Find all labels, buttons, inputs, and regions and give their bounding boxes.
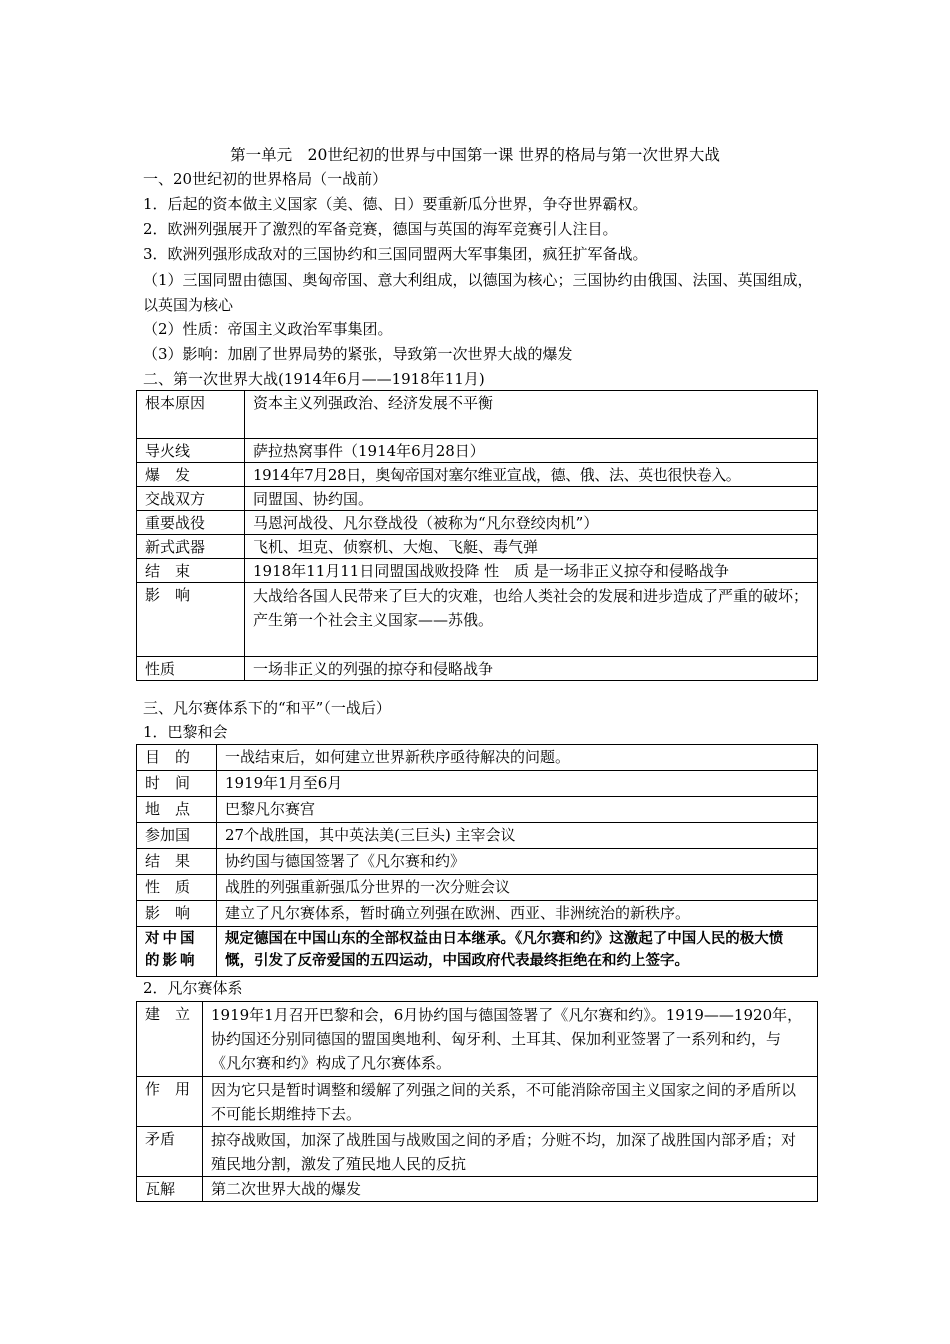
row-key: 目 的 — [137, 745, 217, 771]
row-key: 瓦解 — [137, 1177, 203, 1202]
table-row — [137, 391, 818, 439]
table-row — [137, 1127, 818, 1177]
table-row — [137, 1002, 818, 1077]
paragraph: （3）影响：加剧了世界局势的紧张，导致第一次世界大战的爆发 — [143, 345, 573, 363]
row-value: 掠夺战败国，加深了战胜国与战败国之间的矛盾；分赃不均，加深了战胜国内部矛盾；对殖民地分割，激发了殖民地人民的反抗 — [203, 1127, 818, 1177]
paragraph: （1）三国同盟由德国、奥匈帝国、意大利组成，以德国为核心；三国协约由俄国、法国、英国组成，以英国为核心 — [143, 271, 813, 314]
paris-conference-table — [136, 744, 818, 977]
subsection-heading: 2．凡尔赛体系 — [143, 979, 243, 997]
row-key: 重要战役 — [137, 511, 245, 535]
section2-heading: 二、第一次世界大战(1914年6月——1918年11月) — [143, 370, 485, 388]
row-key: 新式武器 — [137, 535, 245, 559]
row-key: 性质 — [137, 657, 245, 681]
row-key: 根本原因 — [137, 391, 245, 439]
row-key: 结 果 — [137, 849, 217, 875]
row-value: 第二次世界大战的爆发 — [203, 1177, 818, 1202]
row-key: 导火线 — [137, 439, 245, 463]
row-value: 因为它只是暂时调整和缓解了列强之间的关系，不可能消除帝国主义国家之间的矛盾所以不可能长期维持下去。 — [203, 1077, 818, 1127]
table-row — [137, 927, 818, 977]
row-value: 一场非正义的列强的掠夺和侵略战争 — [245, 657, 818, 681]
table-row — [137, 487, 818, 511]
row-value: 一战结束后，如何建立世界新秩序亟待解决的问题。 — [217, 745, 818, 771]
row-key: 矛盾 — [137, 1127, 203, 1177]
row-key: 地 点 — [137, 797, 217, 823]
row-key: 影 响 — [137, 901, 217, 927]
subsection-heading: 1．巴黎和会 — [143, 723, 228, 741]
section3-heading: 三、凡尔赛体系下的“和平”（一战后） — [143, 699, 391, 717]
table-row — [137, 875, 818, 901]
row-key: 时 间 — [137, 771, 217, 797]
paragraph: 1．后起的资本做主义国家（美、德、日）要重新瓜分世界，争夺世界霸权。 — [143, 195, 648, 213]
row-value: 1918年11月11日同盟国战败投降 性 质 是一场非正义掠夺和侵略战争 — [245, 559, 818, 583]
paragraph: 3．欧洲列强形成敌对的三国协约和三国同盟两大军事集团，疯狂扩军备战。 — [143, 245, 648, 263]
row-value: 27个战胜国，其中英法美(三巨头) 主宰会议 — [217, 823, 818, 849]
row-key: 爆 发 — [137, 463, 245, 487]
row-value: 战胜的列强重新强瓜分世界的一次分赃会议 — [217, 875, 818, 901]
row-value: 1919年1月召开巴黎和会，6月协约国与德国签署了《凡尔赛和约》。1919——1920年，协约国还分别同德国的盟国奥地利、匈牙利、土耳其、保加利亚签署了一系列和约，与《凡尔赛和约》构成了凡尔赛体系。 — [203, 1002, 818, 1077]
row-value: 马恩河战役、凡尔登战役（被称为“凡尔登绞肉机”） — [245, 511, 818, 535]
page-title: 第一单元 20世纪初的世界与中国第一课 世界的格局与第一次世界大战 — [230, 146, 720, 164]
table-row — [137, 535, 818, 559]
row-key: 参加国 — [137, 823, 217, 849]
table-row — [137, 1177, 818, 1202]
row-key: 结 束 — [137, 559, 245, 583]
row-key: 性 质 — [137, 875, 217, 901]
row-value: 同盟国、协约国。 — [245, 487, 818, 511]
row-value: 规定德国在中国山东的全部权益由日本继承。《凡尔赛和约》这激起了中国人民的极大愤慨，引发了反帝爱国的五四运动，中国政府代表最终拒绝在和约上签字。 — [217, 927, 818, 977]
table-row — [137, 657, 818, 681]
row-key: 影 响 — [137, 583, 245, 657]
table-row — [137, 583, 818, 657]
table-row — [137, 771, 818, 797]
table-row — [137, 745, 818, 771]
row-value: 1914年7月28日，奥匈帝国对塞尔维亚宣战，德、俄、法、英也很快卷入。 — [245, 463, 818, 487]
paragraph: （2）性质：帝国主义政治军事集团。 — [143, 320, 393, 338]
table-row — [137, 849, 818, 875]
table-row — [137, 1077, 818, 1127]
row-value: 协约国与德国签署了《凡尔赛和约》 — [217, 849, 818, 875]
row-value: 大战给各国人民带来了巨大的灾难，也给人类社会的发展和进步造成了严重的破坏；产生第一个社会主义国家——苏俄。 — [245, 583, 818, 657]
table-row — [137, 559, 818, 583]
row-value: 建立了凡尔赛体系，暂时确立列强在欧洲、西亚、非洲统治的新秩序。 — [217, 901, 818, 927]
row-value: 巴黎凡尔赛宫 — [217, 797, 818, 823]
row-key: 交战双方 — [137, 487, 245, 511]
row-value: 资本主义列强政治、经济发展不平衡 — [245, 391, 818, 439]
paragraph: 2．欧洲列强展开了激烈的军备竞赛，德国与英国的海军竞赛引人注目。 — [143, 220, 618, 238]
row-value: 飞机、坦克、侦察机、大炮、飞艇、毒气弹 — [245, 535, 818, 559]
row-value: 1919年1月至6月 — [217, 771, 818, 797]
table-row — [137, 463, 818, 487]
row-key: 对中国的影响 — [137, 927, 217, 977]
versailles-system-table — [136, 1001, 818, 1202]
table-row — [137, 797, 818, 823]
table-row — [137, 511, 818, 535]
table-row — [137, 439, 818, 463]
row-value: 萨拉热窝事件（1914年6月28日） — [245, 439, 818, 463]
section1-heading: 一、20世纪初的世界格局（一战前） — [143, 170, 388, 188]
row-key: 建 立 — [137, 1002, 203, 1077]
row-key: 作 用 — [137, 1077, 203, 1127]
table-row — [137, 823, 818, 849]
table-row — [137, 901, 818, 927]
ww1-table — [136, 390, 818, 681]
